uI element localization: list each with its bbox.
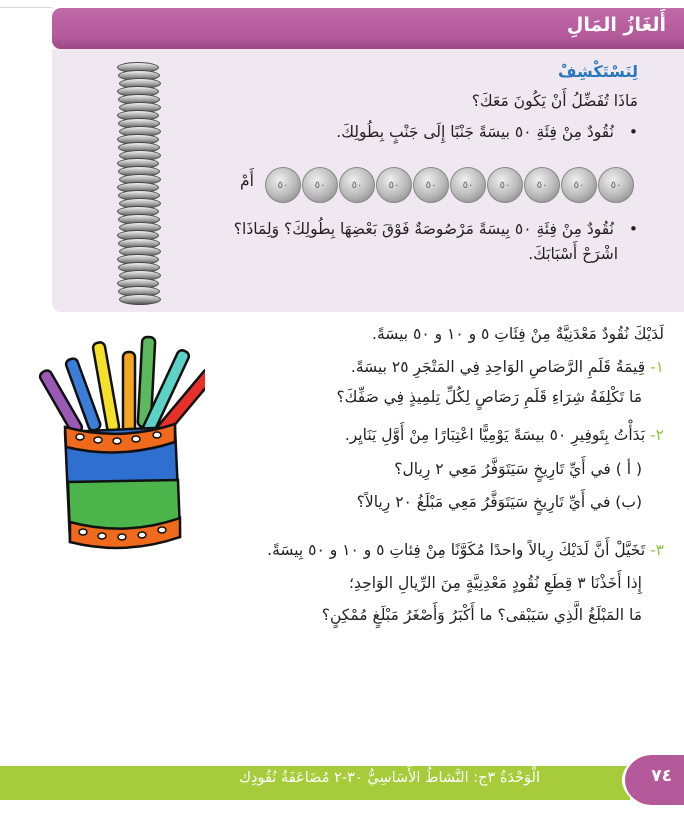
- footer-bar: [0, 766, 630, 800]
- question-number: ١-: [650, 358, 664, 376]
- coin-icon: ٥٠: [302, 167, 338, 203]
- page-number-badge: [622, 755, 684, 805]
- coin-row-image: [265, 167, 634, 203]
- option-side-by-side-text: نُقُودٌ مِنْ فِئَةِ ٥٠ بيسَةً جَنْبًا إِلَى جَنْبٍ بِطُولِكَ.: [336, 123, 614, 141]
- coin-icon: ٥٠: [561, 167, 597, 203]
- question-text: قِيمَةُ قَلَمِ الرَّصَاصِ الوَاحِدِ فِي المَتْجَرِ ٢٥ بيسَةً.: [350, 358, 646, 376]
- coin-icon: ٥٠: [450, 167, 486, 203]
- footer-unit-title: الْوَحْدَةُ ٣ج: النَّشاطُ الأَسَاسِيُّ ٣٠-٢ مُضَاعَفَةُ نُقُودِك: [239, 770, 540, 786]
- question-2a: ( أ ) في أَيِّ تَارِيخٍ سَيَتَوَفَّرُ مَعِي ٢ رِيال؟: [394, 460, 642, 478]
- explore-title: لِنَسْتَكْشِفْ: [558, 62, 638, 81]
- coin-layer: [119, 294, 161, 305]
- option-stacked: [234, 218, 638, 240]
- intro-text: لَدَيْكَ نُقُودٌ مَعْدَنِيَّةٌ مِنْ فِئَاتِ ٥ و ١٠ و ٥٠ بيسَةً.: [372, 325, 664, 343]
- coin-icon: ٥٠: [487, 167, 523, 203]
- pencil-pot-image: [35, 322, 205, 562]
- question-text: تَخَيَّلْ أَنَّ لَدَيْكَ رِيالاً واحدًا مُكَوَّنًا مِنْ فِئاتِ ٥ و ١٠ و ٥٠ بِيسَةً.: [267, 541, 646, 559]
- option-stacked-text: نُقُودٌ مِنْ فِئَةِ ٥٠ بِيسَةً مَرْصُوصَةٌ فَوْقَ بَعْضِهَا بِطُولِكَ؟ وَلِمَاذَا؟: [233, 220, 614, 238]
- coin-icon: ٥٠: [413, 167, 449, 203]
- question-1: [351, 356, 664, 378]
- section-header: [52, 8, 684, 49]
- question-3: [267, 539, 664, 561]
- coin-icon: ٥٠: [598, 167, 634, 203]
- question-number: ٣-: [650, 541, 664, 559]
- top-rule: [0, 7, 52, 8]
- coin-icon: ٥٠: [339, 167, 375, 203]
- explore-question: مَاذَا تُفَضِّلُ أَنْ يَكُونَ مَعَكَ؟: [471, 92, 638, 110]
- coin-icon: ٥٠: [524, 167, 560, 203]
- or-label: أَمْ: [240, 172, 254, 190]
- coin-stack-image: [118, 62, 162, 312]
- page-number: ٧٤: [651, 766, 672, 786]
- section-title: أَلغَازُ المَالِ: [566, 14, 666, 36]
- question-3-line2: إِذا أَخَذْنَا ٣ قِطَعِ نُقُودٍ مَعْدِنِيَّةٍ مِنَ الرِّيالِ الوَاحِدِ؛: [349, 574, 642, 592]
- coin-icon: ٥٠: [376, 167, 412, 203]
- question-number: ٢-: [650, 426, 664, 444]
- option-side-by-side: [336, 121, 638, 143]
- question-3-line3: مَا المَبْلَغُ الَّذِي سَيَبْقى؟ ما أَكْبَرُ وَأَصْغَرُ مَبْلَغٍ مُمْكِنٍ؟: [321, 606, 642, 624]
- question-text: بَدَأْتُ بِتَوفِيرِ ٥٠ بيسَةً يَوْمِيًّا اعْتِبَارًا مِنْ أَوَّلِ يَنَايِر.: [344, 426, 646, 444]
- coin-icon: ٥٠: [265, 167, 301, 203]
- question-2: [345, 424, 664, 446]
- option-stacked-line2: اشْرَحْ أَسْبَابَكَ.: [528, 245, 618, 263]
- question-2b: (ب) في أَيِّ تَارِيخٍ سَيَتَوَفَّرُ مَعِي مَبْلَغُ ٢٠ رِيالاً؟: [356, 493, 642, 511]
- question-1-line2: مَا تَكْلِفَةُ شِرَاءِ قَلَمِ رَصَاصٍ لِكُلِّ تِلمِيذٍ فِي صَفِّكَ؟: [336, 388, 642, 406]
